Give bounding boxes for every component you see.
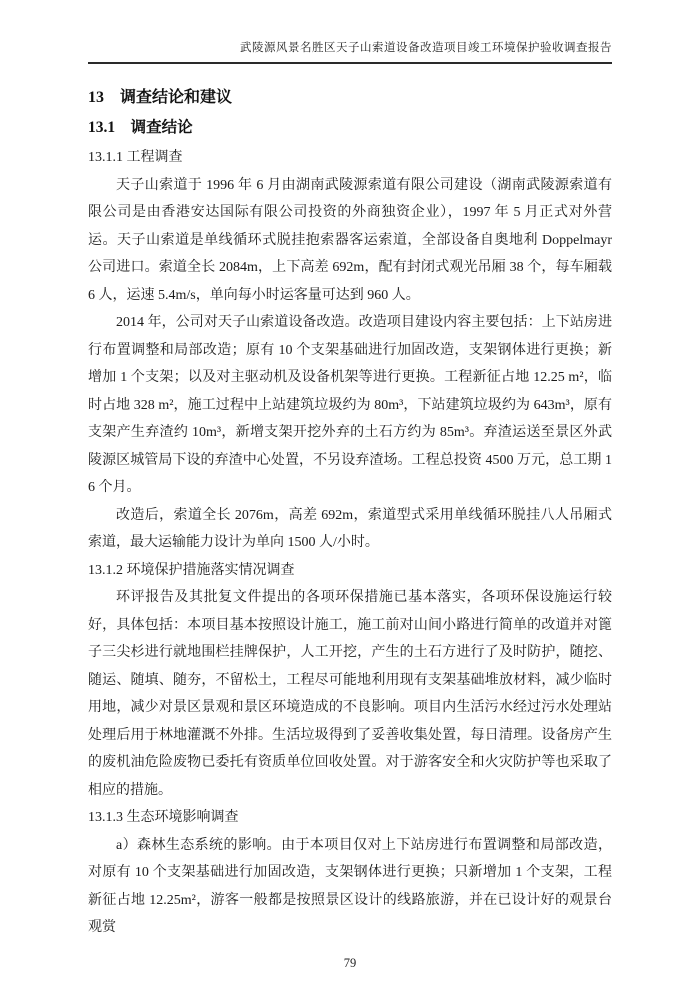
paragraph-environmental-measures: 环评报告及其批复文件提出的各项环保措施已基本落实，各项环保设施运行较好，具体包括：本项目基本按照设计施工，施工前对山间小路进行简单的改道并对篦子三尖杉进行就地围栏挂牌保护，人工开挖，产生的土石方进行了及时防护，随挖、随运、随填、随夯，不留松土，工程尽可能地利用现有支架基础堆放材料，减少临时用地，减少对景区景观和景区环境造成的不良影响。项目内生活污水经过污水处理站处理后用于林地灌溉不外排。生活垃圾得到了妥善收集处置，每日清理。设备房产生的废机油危险废物已委托有资质单位回收处置。对于游客安全和火灾防护等也采取了相应的措施。 bbox=[88, 590, 612, 798]
paragraph-after-renovation: 改造后，索道全长 2076m，高差 692m，索道型式采用单线循环脱挂八人吊厢式索道，最大运输能力设计为单向 1500 人/小时。 bbox=[88, 507, 612, 550]
page-header bbox=[88, 0, 612, 64]
section-heading-13-1-3: 13.1.3 生态环境影响调查 bbox=[88, 810, 239, 825]
header-rule bbox=[88, 62, 612, 64]
paragraph-renovation-details: 2014 年，公司对天子山索道设备改造。改造项目建设内容主要包括：上下站房进行布置调整和局部改造；原有 10 个支架基础进行加固改造，支架钢体进行更换；新增加 1 个支架；以及对主驱动机及设备机架等进行更换。工程新征占地 12.25 m²，临时占地 328 m²，施工过程中上站建筑垃圾约为 80m³，下站建筑垃圾约为 643m³，原有支架产生弃渣约 10m³，新增支架开挖外弃的土石方约为 85m³。弃渣运送至景区外武陵源区城管局下设的弃渣中心处置，不另设弃渣场。工程总投资 4500 万元，总工期 16 个月。 bbox=[88, 315, 612, 495]
section-heading-13-1: 13.1 调查结论 bbox=[88, 119, 193, 136]
section-heading-13: 13 调查结论和建议 bbox=[88, 89, 233, 106]
header-title: 武陵源风景名胜区天子山索道设备改造项目竣工环境保护验收调查报告 bbox=[240, 42, 612, 54]
section-heading-13-1-1: 13.1.1 工程调查 bbox=[88, 150, 183, 165]
section-heading-13-1-2: 13.1.2 环境保护措施落实情况调查 bbox=[88, 562, 295, 578]
paragraph-ecological-impact: a）森林生态系统的影响。由于本项目仅对上下站房进行布置调整和局部改造，对原有 10 个支架基础进行加固改造，支架钢体进行更换；只新增加 1 个支架，工程新征占地 12.25m²，游客一般都是按照景区设计的线路旅游，并在已设计好的观景台观赏 bbox=[88, 837, 612, 935]
paragraph-project-history: 天子山索道于 1996 年 6 月由湖南武陵源索道有限公司建设（湖南武陵源索道有限公司是由香港安达国际有限公司投资的外商独资企业），1997 年 5 月正式对外营运。天子山索道是单线循环式脱挂抱索器客运索道，全部设备自奥地利 Doppelmayr 公司进口。索道全长 2084m，上下高差 692m，配有封闭式观光吊厢 38 个，每车厢载 6 人，运速 5.4m/s，单向每小时运客量可达到 960 人。 bbox=[88, 177, 612, 303]
page-content bbox=[88, 0, 612, 971]
page-number: 79 bbox=[343, 955, 357, 970]
